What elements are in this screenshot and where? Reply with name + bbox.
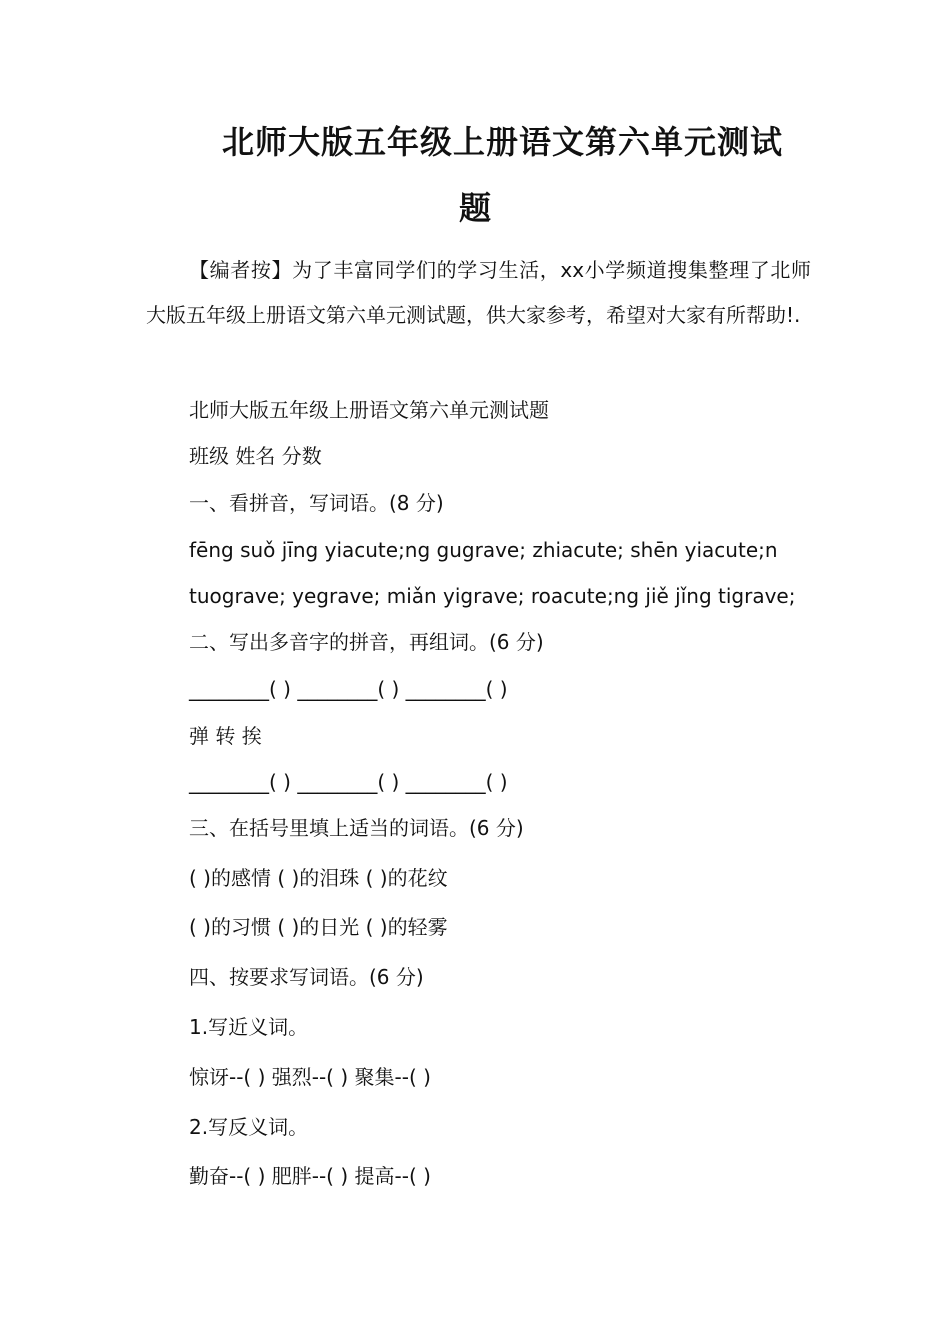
class-name-score-line: 班级 姓名 分数 — [189, 444, 322, 468]
blank-line-1: ________( ) ________( ) ________( ) — [189, 677, 508, 701]
pinyin-line-1: fēng suǒ jīng yiacute;ng gugrave; zhiacute; shēn yiacute;n — [189, 538, 778, 562]
document-title: 北师大版五年级上册语文第六单元测试 — [222, 123, 784, 161]
section-1-heading: 一、看拼音，写词语。(8 分) — [189, 491, 444, 515]
fill-in-line-2: ( )的习惯 ( )的日光 ( )的轻雾 — [189, 915, 448, 939]
editor-note-paragraph: 【编者按】为了丰富同学们的学习生活，xx小学频道搜集整理了北师大版五年级上册语文第六单元测试题，供大家参考，希望对大家有所帮助!. — [146, 258, 811, 327]
blank-line-2: ________( ) ________( ) ________( ) — [189, 770, 508, 794]
polyphonic-chars-line: 弹 转 挨 — [189, 724, 262, 748]
antonym-line: 勤奋--( ) 肥胖--( ) 提高--( ) — [189, 1164, 431, 1188]
subtitle-line: 北师大版五年级上册语文第六单元测试题 — [189, 398, 549, 422]
section-4-heading: 四、按要求写词语。(6 分) — [189, 965, 424, 989]
fill-in-line-1: ( )的感情 ( )的泪珠 ( )的花纹 — [189, 866, 448, 890]
section-2-heading: 二、写出多音字的拼音，再组词。(6 分) — [189, 630, 544, 654]
pinyin-line-2: tuograve; yegrave; miǎn yigrave; roacute;ng jiě jǐng tigrave; — [189, 584, 796, 608]
antonym-subheading: 2.写反义词。 — [189, 1115, 309, 1139]
synonym-line: 惊讶--( ) 强烈--( ) 聚集--( ) — [189, 1065, 431, 1089]
document-title-continued: 题 — [458, 189, 491, 227]
synonym-subheading: 1.写近义词。 — [189, 1015, 309, 1039]
section-3-heading: 三、在括号里填上适当的词语。(6 分) — [189, 816, 524, 840]
